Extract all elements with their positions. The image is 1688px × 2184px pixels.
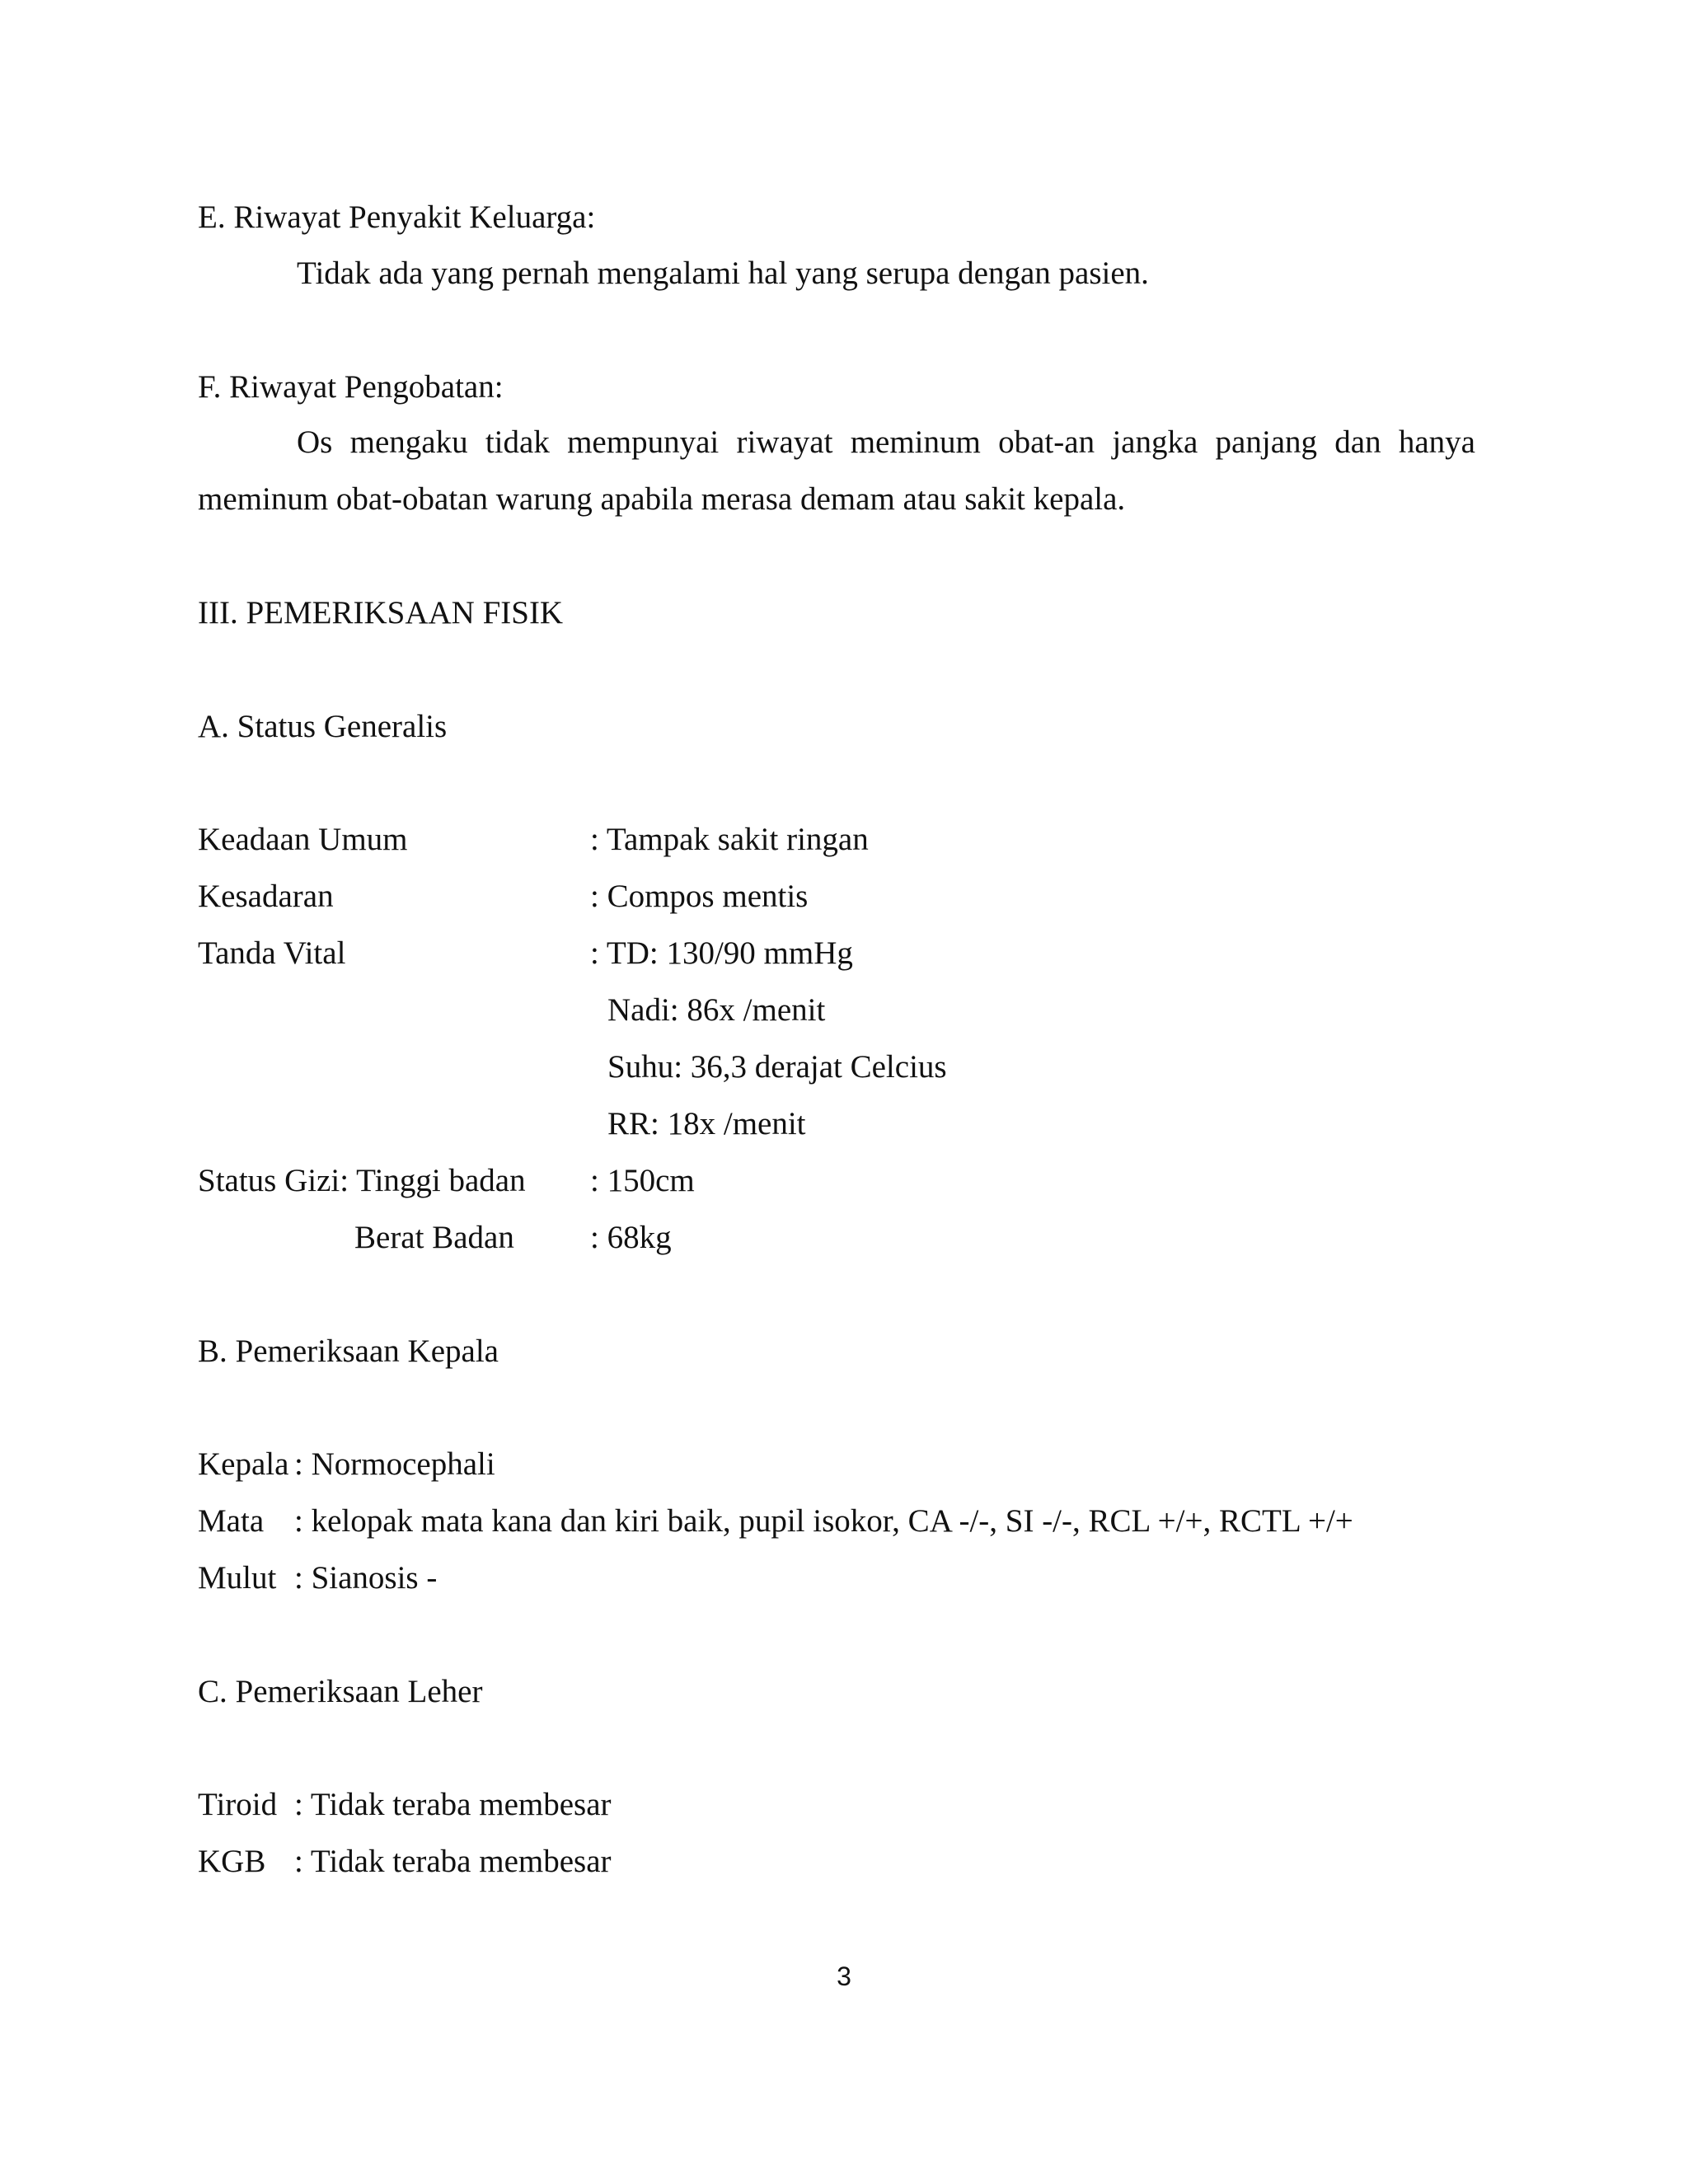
status-gizi-label: Berat Badan	[354, 1220, 514, 1255]
head-row-label: Mulut	[198, 1560, 277, 1596]
family-history-text: Tidak ada yang pernah mengalami hal yang serupa dengan pasien.	[297, 255, 1149, 291]
page-number: 3	[837, 1961, 851, 1991]
medication-history-text: Os mengaku tidak mempunyai riwayat meminum obat-an jangka panjang dan hanya meminum obat-obatan warung apabila merasa demam atau sakit kepala.	[198, 424, 1475, 517]
vital-value: RR: 18x /menit	[607, 1106, 806, 1141]
neck-row-label: KGB	[198, 1844, 266, 1879]
head-row-label: Mata	[198, 1503, 265, 1539]
head-exam-heading: B. Pemeriksaan Kepala	[198, 1333, 499, 1369]
neck-exam-heading: C. Pemeriksaan Leher	[198, 1674, 483, 1709]
head-row-value: : Normocephali	[294, 1446, 495, 1482]
head-row-value: : Sianosis -	[294, 1560, 438, 1596]
neck-row-value: : Tidak teraba membesar	[294, 1787, 612, 1822]
status-row-value: : TD: 130/90 mmHg	[590, 935, 853, 971]
head-row-value: : kelopak mata kana dan kiri baik, pupil isokor, CA -/-, SI -/-, RCL +/+, RCTL +/+	[294, 1503, 1353, 1539]
status-row-value: : Compos mentis	[590, 879, 809, 914]
neck-row-label: Tiroid	[198, 1787, 278, 1822]
neck-row-value: : Tidak teraba membesar	[294, 1844, 612, 1879]
status-generalis-heading: A. Status Generalis	[198, 709, 448, 744]
status-gizi-value: : 68kg	[590, 1220, 672, 1255]
status-row-label: Kesadaran	[198, 879, 334, 914]
head-row-label: Kepala	[198, 1446, 289, 1482]
physical-exam-heading: III. PEMERIKSAAN FISIK	[198, 595, 564, 630]
vital-value: Nadi: 86x /menit	[607, 992, 826, 1028]
status-row-label: Tanda Vital	[198, 935, 346, 971]
status-row-label: Keadaan Umum	[198, 822, 408, 857]
family-history-heading: E. Riwayat Penyakit Keluarga:	[198, 199, 596, 235]
vital-value: Suhu: 36,3 derajat Celcius	[607, 1049, 947, 1085]
status-row-value: : Tampak sakit ringan	[590, 822, 869, 857]
status-gizi-value: : 150cm	[590, 1163, 695, 1198]
status-gizi-label: Status Gizi: Tinggi badan	[198, 1163, 526, 1198]
medication-history-heading: F. Riwayat Pengobatan:	[198, 369, 504, 405]
